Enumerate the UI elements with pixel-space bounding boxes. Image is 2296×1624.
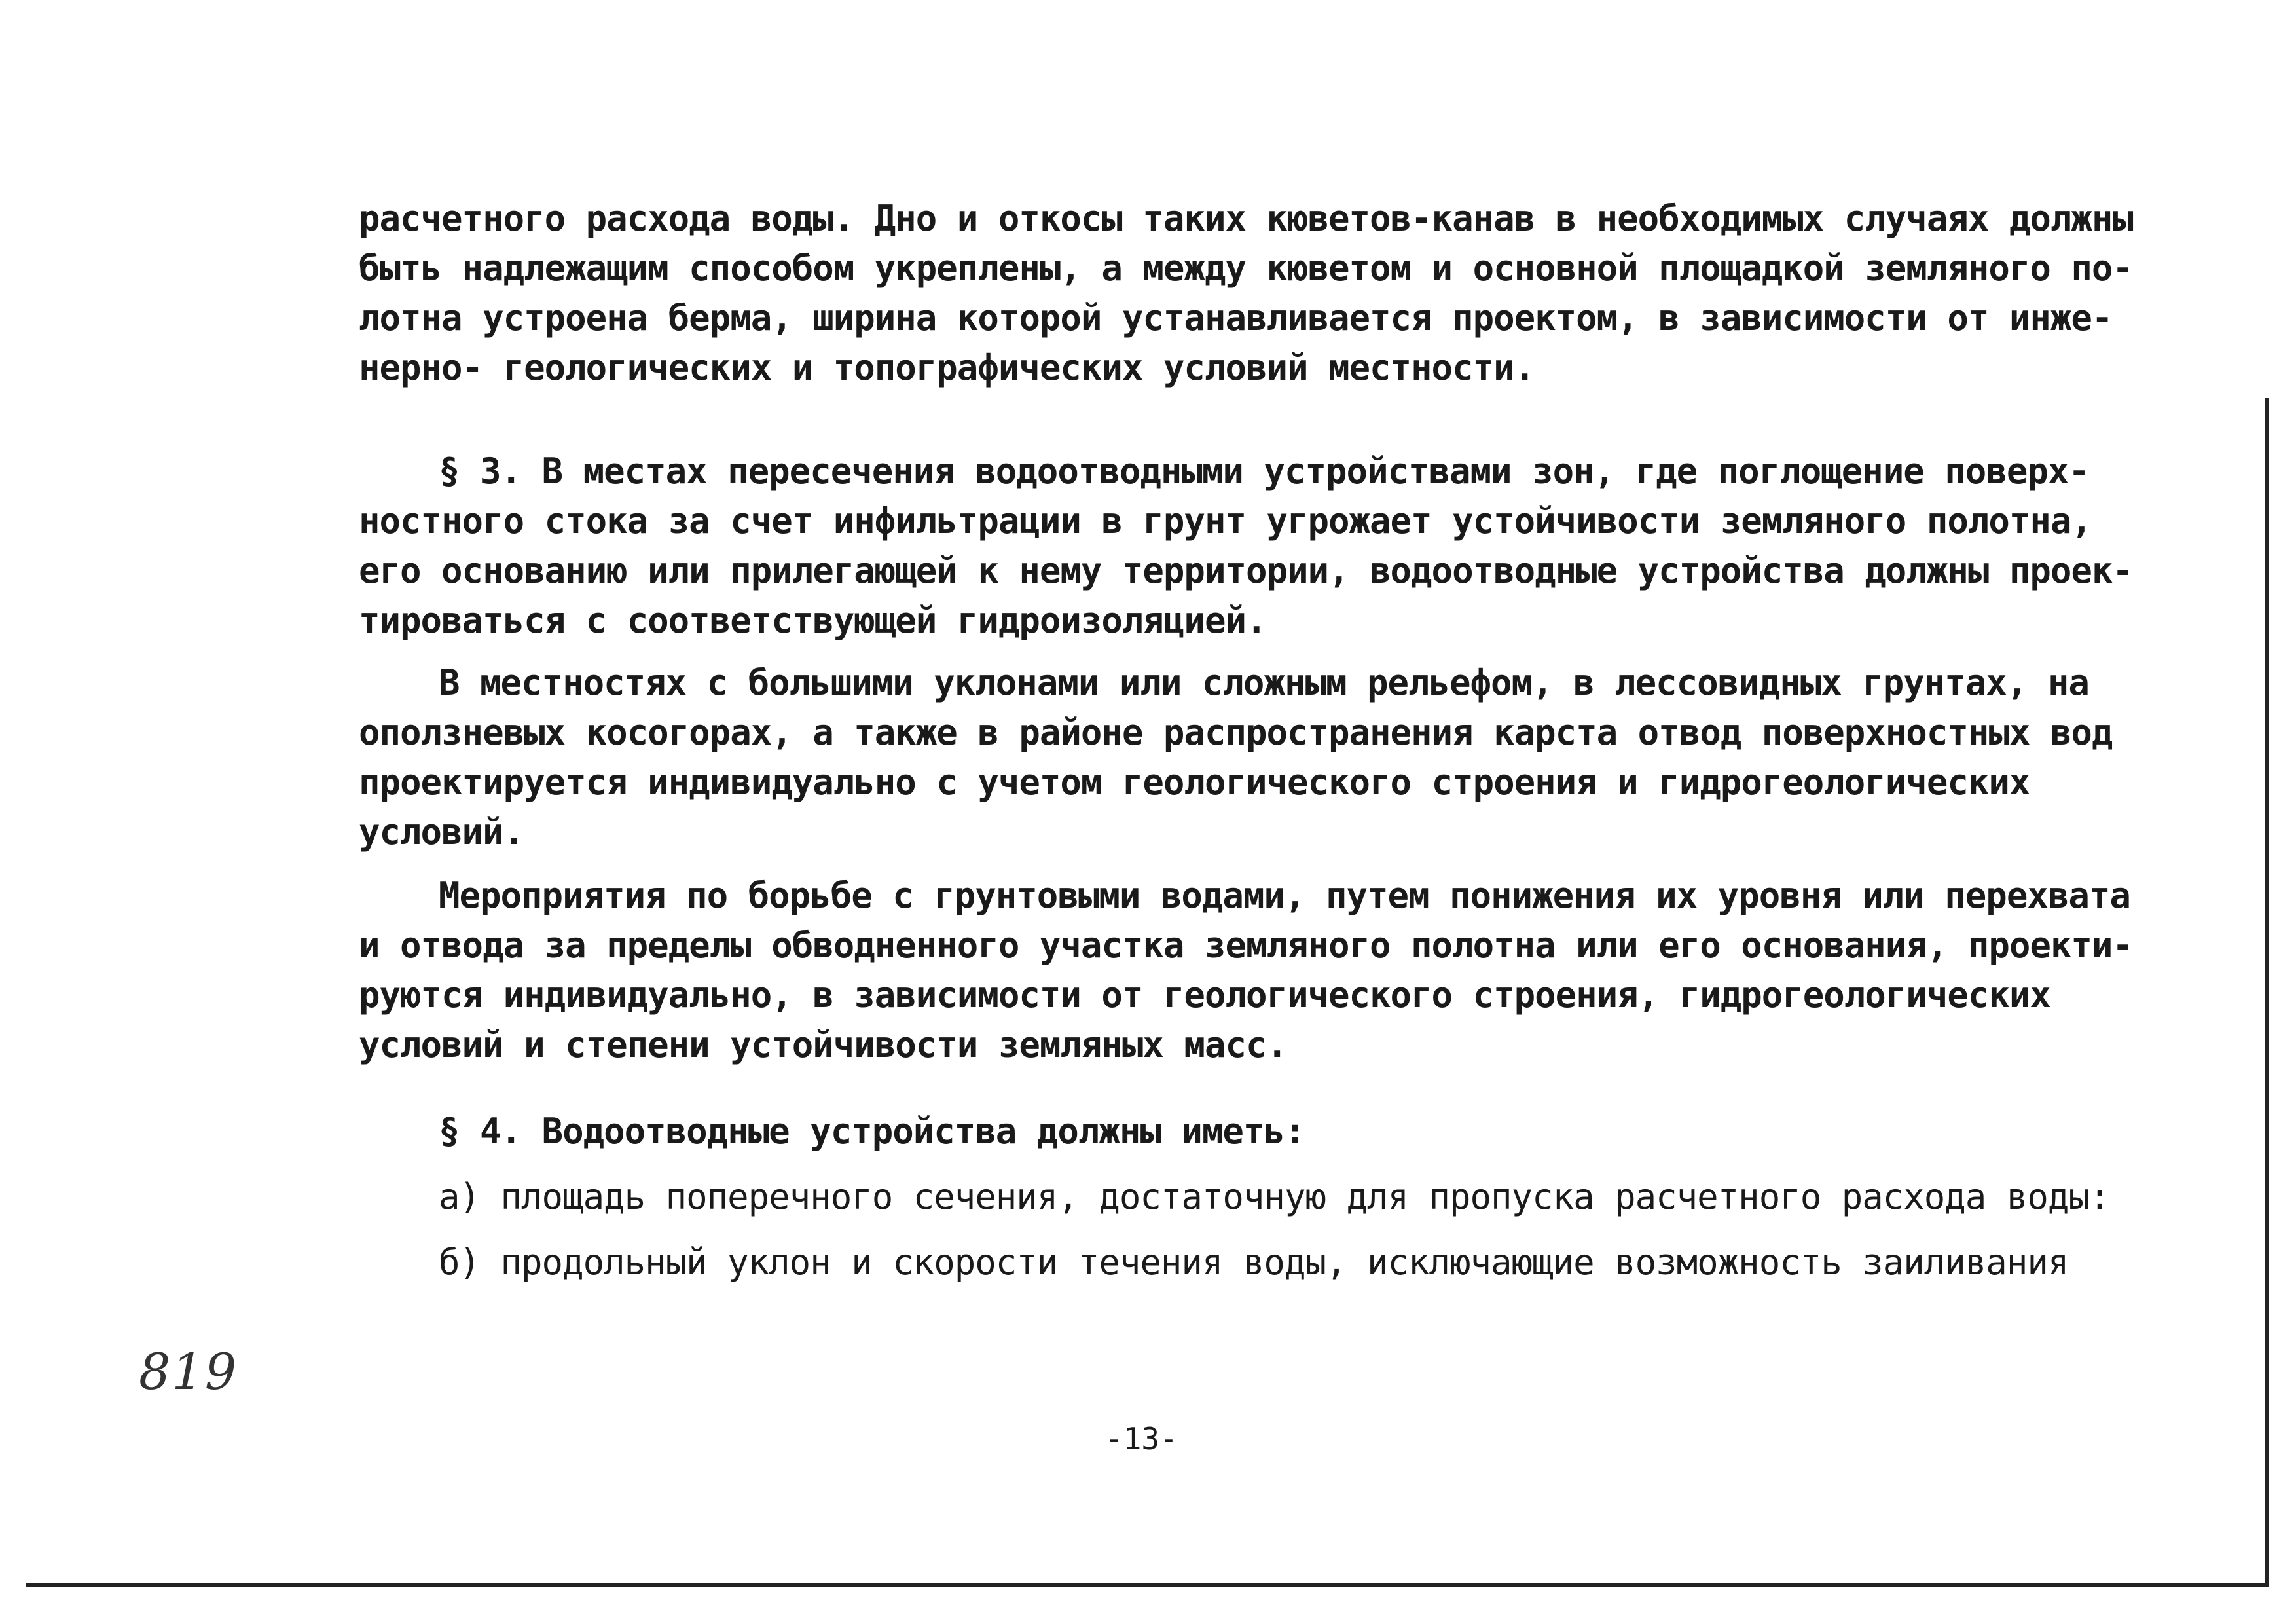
paragraph-3-line: В местностях с большими уклонами или сложным рельефом, в лессовидных грунтах, на [439, 662, 2089, 703]
frame-border-bottom [26, 1583, 2269, 1587]
paragraph-section-3 [359, 447, 2133, 646]
paragraph-3-line: проектируется индивидуально с учетом геологического строения и гидрогеологических [359, 762, 2030, 803]
list-item-a: а) площадь поперечного сечения, достаточную для пропуска расчетного расхода воды: [439, 1176, 2110, 1217]
paragraph-2-line: § 3. В местах пересечения водоотводными устройствами зон, где поглощение поверх- [439, 451, 2089, 492]
list-item-b: б) продольный уклон и скорости течения воды, исключающие возможность заиливания [439, 1242, 2069, 1283]
page-number: -13- [1105, 1421, 1178, 1456]
paragraph-4 [359, 871, 2133, 1070]
paragraph-2-line: его основанию или прилегающей к нему территории, водоотводные устройства должны проек- [359, 550, 2133, 591]
paragraph-4-line: условий и степени устойчивости земляных масс. [359, 1024, 1287, 1065]
paragraph-section-4 [359, 1107, 2126, 1156]
handwritten-sheet-number: 819 [139, 1342, 238, 1401]
requirements-list [359, 1172, 2126, 1287]
paragraph-4-line: и отвода за пределы обводненного участка земляного полотна или его основания, проекти- [359, 925, 2133, 966]
paragraph-2-line: ностного стока за счет инфильтрации в грунт угрожает устойчивости земляного полотна, [359, 500, 2092, 542]
paragraph-3-line: оползневых косогорах, а также в районе распространения карста отвод поверхностных вод [359, 712, 2113, 753]
paragraph-1 [359, 194, 2133, 393]
frame-border-right [2265, 398, 2269, 1583]
paragraph-4-line: руются индивидуально, в зависимости от геологического строения, гидрогеологических [359, 974, 2050, 1016]
section-4-heading: § 4. Водоотводные устройства должны иметь: [439, 1111, 1305, 1152]
paragraph-3 [359, 658, 2126, 857]
paragraph-1-line: быть надлежащим способом укреплены, а между кюветом и основной площадкой земляного по- [359, 248, 2133, 289]
paragraph-3-line: условий. [359, 811, 524, 853]
paragraph-4-line: Мероприятия по борьбе с грунтовыми водами, путем понижения их уровня или перехвата [439, 875, 2130, 916]
paragraph-1-line: лотна устроена берма, ширина которой устанавливается проектом, в зависимости от инже- [359, 297, 2113, 339]
paragraph-2-line: тироваться с соответствующей гидроизоляцией. [359, 600, 1267, 641]
paragraph-1-line: расчетного расхода воды. Дно и откосы таких кюветов-канав в необходимых случаях должны [359, 198, 2133, 239]
paragraph-1-line: нерно- геологических и топографических условий местности. [359, 347, 1535, 388]
